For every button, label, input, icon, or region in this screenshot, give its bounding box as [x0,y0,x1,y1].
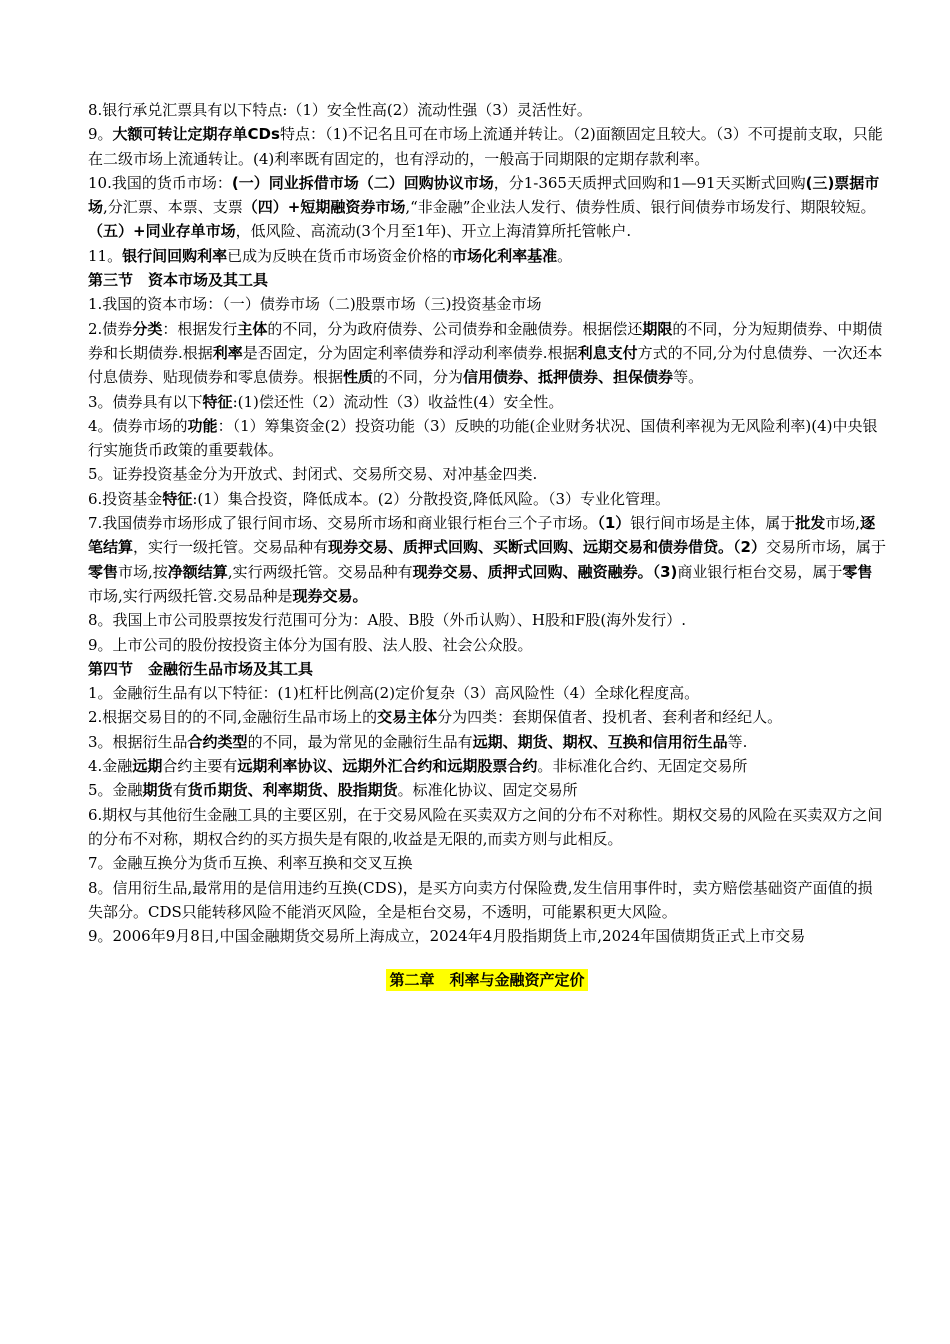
s3-item-1: 1.我国的资本市场：（一）债券市场（二)股票市场（三)投资基金市场 [88,295,542,314]
s4-item-4: 4.金融远期合约主要有远期利率协议、远期外汇合约和远期股票合约。非标准化合约、无固定交易所 [88,757,748,776]
paragraph-9: 9。大额可转让定期存单CDs特点：（1)不记名且可在市场上流通并转让。（2)面额固定且较大。（3）不可提前支取，只能在二级市场上流通转让。(4)利率既有固定的，也有浮动的，一般高于同期限的定期存款利率。 [88,125,883,168]
paragraph-11: 11。银行间回购利率已成为反映在货币市场资金价格的市场化利率基准。 [88,246,573,265]
s4-item-8: 8。信用衍生品,最常用的是信用违约互换(CDS)，是买方向卖方付保险费,发生信用事件时，卖方赔偿基础资产面值的损失部分。CDS只能转移风险不能消灭风险，全是柜台交易，不透明，可能累积更大风险。 [88,878,873,921]
section-3-heading: 第三节 资本市场及其工具 [88,271,269,290]
s4-item-3: 3。根据衍生品合约类型的不同，最为常见的金融衍生品有远期、期货、期权、互换和信用衍生品等. [88,732,748,751]
section-4-heading: 第四节 金融衍生品市场及其工具 [88,659,314,678]
s3-item-4: 4。债券市场的功能：（1）筹集资金(2）投资功能（3）反映的功能(企业财务状况、国债利率视为无风险利率)(4)中央银行实施货币政策的重要载体。 [88,416,878,460]
s3-item-3: 3。债券具有以下特征:(1)偿还性（2）流动性（3）收益性(4）安全性。 [88,392,564,411]
s4-item-7: 7。金融互换分为货币互换、利率互换和交叉互换 [88,854,413,873]
s4-item-5: 5。金融期货有货币期货、利率期货、股指期货。标准化协议、固定交易所 [88,781,578,800]
s3-item-7: 7.我国债券市场形成了银行间市场、交易所市场和商业银行柜台三个子市场。（1）银行间市场是主体，属于批发市场,逐笔结算，实行一级托管。交易品种有现券交易、质押式回购、买断式回购、远期交易和债券借贷。（2）交易所市场，属于零售市场,按净额结算,实行两级托管。交易品种有现券交易、质押式回购、融资融券。（3)商业银行柜台交易，属于零售市场,实行两级托管.交易品种是现券交易。 [88,514,886,605]
s4-item-2: 2.根据交易目的的不同,金融衍生品市场上的交易主体分为四类：套期保值者、投机者、套利者和经纪人。 [88,708,783,727]
s3-item-2: 2.债券分类：根据发行主体的不同，分为政府债券、公司债券和金融债券。根据偿还期限的不同，分为短期债券、中期债券和长期债券.根据利率是否固定，分为固定利率债券和浮动利率债券.根据利息支付方式的不同,分为付息债券、一次还本付息债券、贴现债券和零息债券。根据性质的不同，分为信用债券、抵押债券、担保债券等。 [88,319,883,387]
chapter-heading-wrap [88,968,886,992]
s4-item-6: 6.期权与其他衍生金融工具的主要区别，在于交易风险在买卖双方之间的分布不对称性。期权交易的风险在买卖双方之间的分布不对称，期权合约的买方损失是有限的,收益是无限的,而卖方则与此相反。 [88,805,883,848]
paragraph-8: 8.银行承兑汇票具有以下特点:（1）安全性高(2）流动性强（3）灵活性好。 [88,101,592,119]
s3-item-5: 5。证券投资基金分为开放式、封闭式、交易所交易、对冲基金四类. [88,465,538,484]
paragraph-10: 10.我国的货币市场：(一）同业拆借市场（二）回购协议市场，分1-365天质押式回购和1—91天买断式回购(三)票据市场,分汇票、本票、支票（四）+短期融资券市场,“非金融”企业法人发行、债券性质、银行间债券市场发行、期限较短。（五）+同业存单市场，低风险、高流动(3个月至1年)、开立上海清算所托管帐户. [88,173,880,241]
s4-item-1: 1。金融衍生品有以下特征：(1)杠杆比例高(2)定价复杂（3）高风险性（4）全球化程度高。 [88,684,700,703]
s3-item-9: 9。上市公司的股份按投资主体分为国有股、法人股、社会公众股。 [88,635,533,654]
s4-item-9: 9。2006年9月8日,中国金融期货交易所上海成立，2024年4月股指期货上市,2024年国债期货正式上市交易 [88,927,806,946]
s3-item-8: 8。我国上市公司股票按发行范围可分为：A股、B股（外币认购）、H股和F股(海外发行）. [88,611,687,630]
chapter-heading: 第二章 利率与金融资产定价 [386,969,587,991]
s3-item-6: 6.投资基金特征:(1）集合投资，降低成本。(2）分散投资,降低风险。（3）专业化管理。 [88,489,670,508]
